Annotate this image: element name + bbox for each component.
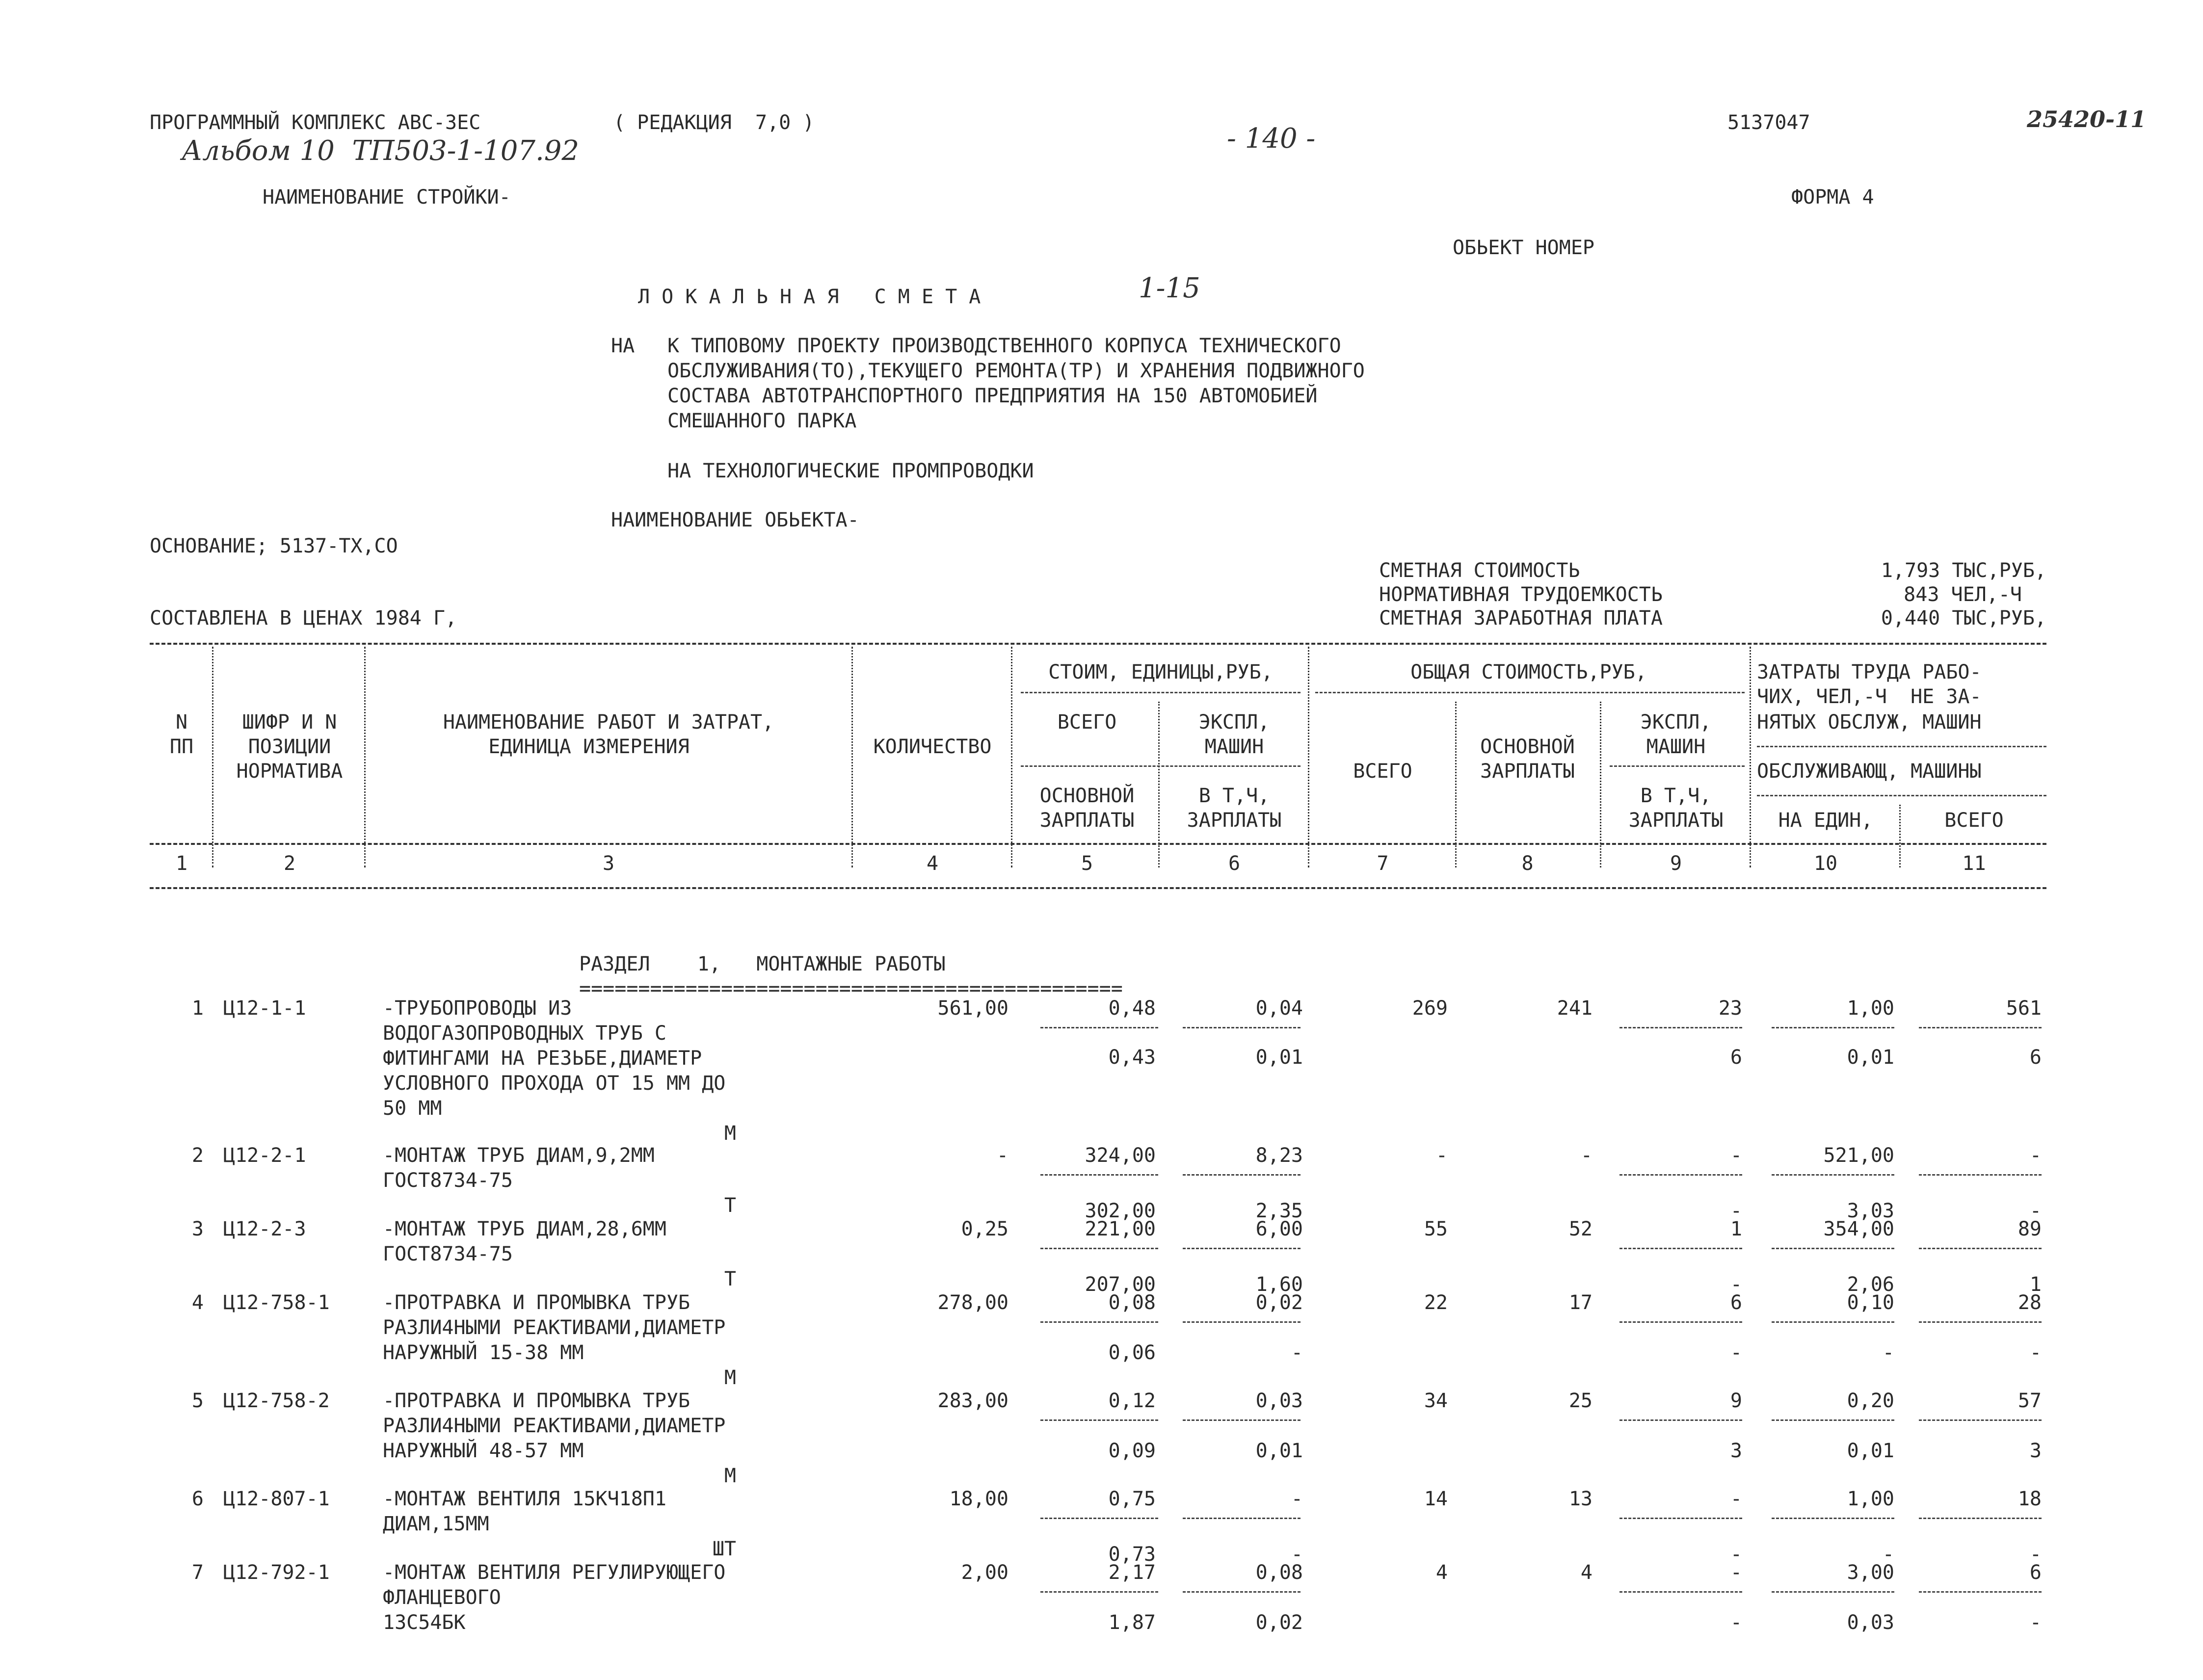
description-line-2: ОБСЛУЖИВАНИЯ(ТО),ТЕКУЩЕГО РЕМОНТА(ТР) И ХРАНЕНИЯ ПОДВИЖНОГО (667, 360, 1365, 382)
row-c10b: 2,06 (1847, 1273, 1894, 1296)
row-name-line: -ТРУБОПРОВОДЫ ИЗ (383, 997, 572, 1020)
col9-header-top-line1: ЭКСПЛ, (1640, 711, 1712, 734)
col3-header-line2: ЕДИНИЦА ИЗМЕРЕНИЯ (488, 735, 690, 758)
col-divider-4 (1011, 647, 1012, 867)
row-separator (1919, 1248, 2042, 1249)
program-name: ПРОГРАММНЫЙ КОМПЛЕКС АВС-3ЕС (150, 111, 481, 134)
row-c11b: - (2029, 1200, 2042, 1222)
row-c5b: 0,06 (1108, 1341, 1156, 1364)
row-name-line: ФЛАНЦЕВОГО (383, 1586, 501, 1609)
row-c5: 221,00 (1085, 1218, 1156, 1240)
col5-header-top: ВСЕГО (1057, 711, 1117, 734)
row-c9b: 6 (1730, 1046, 1742, 1069)
summary-value-cost: 1,793 ТЫС,РУБ, (1881, 559, 2046, 582)
row-separator (1040, 1419, 1158, 1421)
row-c5b: 207,00 (1085, 1273, 1156, 1296)
col9-header-bottom-line1: В Т,Ч, (1640, 785, 1712, 807)
row-number: 2 (191, 1144, 204, 1167)
row-c10b: 0,01 (1847, 1046, 1894, 1069)
row-c9b: - (1730, 1543, 1742, 1566)
col4-header: КОЛИЧЕСТВО (873, 735, 992, 758)
row-c5: 324,00 (1085, 1144, 1156, 1167)
col6-header-bottom-line2: ЗАРПЛАТЫ (1187, 809, 1282, 832)
row-c5: 0,08 (1108, 1291, 1156, 1314)
row-code: Ц12-758-1 (223, 1291, 330, 1314)
row-name-line: РАЗЛИ4НЫМИ РЕАКТИВАМИ,ДИАМЕТР (383, 1316, 726, 1339)
row-separator (1619, 1518, 1742, 1519)
summary-label-wages: СМЕТНАЯ ЗАРАБОТНАЯ ПЛАТА (1379, 607, 1663, 630)
row-separator (1772, 1518, 1894, 1519)
row-name-line: ФИТИНГАМИ НА РЕЗЬБЕ,ДИАМЕТР (383, 1047, 702, 1070)
labor-machines-header: ОБСЛУЖИВАЮЩ, МАШИНЫ (1757, 760, 1982, 783)
row-separator (1619, 1419, 1742, 1421)
row-separator (1040, 1591, 1158, 1593)
row-name-line: 13С54БК (383, 1611, 466, 1634)
row-c11b: 6 (2029, 1046, 2042, 1069)
row-separator (1772, 1174, 1894, 1176)
col-divider-10 (1899, 805, 1901, 867)
row-name-line: ДИАМ,15ММ (383, 1513, 489, 1535)
summary-label-labor: НОРМАТИВНАЯ ТРУДОЕМКОСТЬ (1379, 583, 1663, 606)
col2-header-line3: НОРМАТИВА (236, 760, 343, 783)
row-c11: 561 (2006, 997, 2042, 1020)
row-separator (1772, 1419, 1894, 1421)
row-c11: - (2029, 1144, 2042, 1167)
col-number-8: 8 (1521, 852, 1534, 875)
col-number-5: 5 (1081, 852, 1093, 875)
row-qty: 2,00 (961, 1561, 1009, 1584)
row-c7: 14 (1424, 1488, 1448, 1510)
row-c6: 6,00 (1255, 1218, 1303, 1240)
col-number-6: 6 (1228, 852, 1241, 875)
row-c11: 28 (2017, 1291, 2042, 1314)
row-code: Ц12-1-1 (223, 997, 306, 1020)
row-c6: - (1291, 1488, 1303, 1510)
row-c7: 55 (1424, 1218, 1448, 1240)
row-name-line: ВОДОГАЗОПРОВОДНЫХ ТРУБ С (383, 1022, 666, 1045)
row-name-line: РАЗЛИ4НЫМИ РЕАКТИВАМИ,ДИАМЕТР (383, 1415, 726, 1437)
summary-value-wages: 0,440 ТЫС,РУБ, (1881, 607, 2046, 630)
album-handwritten: Альбом 10 ТП503-1-107.92 (182, 135, 580, 167)
row-separator (1919, 1321, 2042, 1323)
code-handwritten: 25420-11 (2027, 106, 2147, 132)
row-separator (1040, 1518, 1158, 1519)
row-separator (1619, 1174, 1742, 1176)
row-c11: 89 (2017, 1218, 2042, 1240)
row-c9: 6 (1730, 1291, 1742, 1314)
labor-group-header-line1: ЗАТРАТЫ ТРУДА РАБО- (1757, 661, 1982, 683)
document-code: 5137047 (1727, 111, 1810, 134)
row-c9: - (1730, 1488, 1742, 1510)
estimate-number-handwritten: 1-15 (1139, 272, 1200, 304)
row-unit: М (724, 1465, 736, 1487)
row-c9b: - (1730, 1611, 1742, 1634)
row-c9: - (1730, 1561, 1742, 1584)
col-number-9: 9 (1670, 852, 1682, 875)
row-name-line: -ПРОТРАВКА И ПРОМЫВКА ТРУБ (383, 1390, 690, 1412)
col-number-4: 4 (926, 852, 939, 875)
row-c8: - (1580, 1144, 1593, 1167)
col-divider-3 (851, 647, 853, 867)
summary-label-cost: СМЕТНАЯ СТОИМОСТЬ (1379, 559, 1580, 582)
col-divider-2 (364, 647, 366, 867)
row-c11b: - (2029, 1543, 2042, 1566)
row-c8: 13 (1568, 1488, 1593, 1510)
row-c6b: 0,02 (1255, 1611, 1303, 1634)
header-rule-bottom (150, 887, 2046, 889)
row-c5b: 0,73 (1108, 1543, 1156, 1566)
row-number: 5 (191, 1390, 204, 1412)
row-c6: 0,04 (1255, 997, 1303, 1020)
row-c6b: - (1291, 1341, 1303, 1364)
col5-header-bottom-line2: ЗАРПЛАТЫ (1039, 809, 1135, 832)
row-separator (1183, 1174, 1301, 1176)
title-na: НА (611, 335, 635, 357)
row-c7: 4 (1435, 1561, 1448, 1584)
row-separator (1772, 1027, 1894, 1028)
row-unit: ШТ (712, 1538, 736, 1560)
description-line-4: СМЕШАННОГО ПАРКА (667, 410, 857, 432)
row-separator (1183, 1591, 1301, 1593)
col6-header-bottom-line1: В Т,Ч, (1198, 785, 1270, 807)
row-separator (1619, 1321, 1742, 1323)
row-c5b: 1,87 (1108, 1611, 1156, 1634)
price-basis: СОСТАВЛЕНА В ЦЕНАХ 1984 Г, (150, 607, 457, 630)
row-c8: 25 (1568, 1390, 1593, 1412)
row-qty: 0,25 (961, 1218, 1009, 1240)
row-separator (1919, 1174, 2042, 1176)
row-c10b: - (1882, 1341, 1894, 1364)
row-c11b: - (2029, 1611, 2042, 1634)
row-qty: - (996, 1144, 1009, 1167)
row-separator (1040, 1174, 1158, 1176)
col7-header: ВСЕГО (1353, 760, 1412, 783)
row-separator (1619, 1591, 1742, 1593)
row-c7: - (1435, 1144, 1448, 1167)
row-c6: 0,03 (1255, 1390, 1303, 1412)
row-c10: 354,00 (1823, 1218, 1894, 1240)
machines-sub-rule (1610, 765, 1745, 767)
col-number-7: 7 (1377, 852, 1389, 875)
row-c11b: - (2029, 1341, 2042, 1364)
row-c10b: 3,03 (1847, 1200, 1894, 1222)
row-number: 7 (191, 1561, 204, 1584)
row-c7: 22 (1424, 1291, 1448, 1314)
unit-cost-sub-rule (1021, 765, 1301, 767)
col6-header-top-line2: МАШИН (1204, 735, 1264, 758)
labor-group-header-line2: ЧИХ, ЧЕЛ,-Ч НЕ ЗА- (1757, 685, 1982, 708)
col5-header-bottom-line1: ОСНОВНОЙ (1039, 785, 1135, 807)
row-c9b: - (1730, 1341, 1742, 1364)
row-code: Ц12-807-1 (223, 1488, 330, 1510)
row-c5b: 0,43 (1108, 1046, 1156, 1069)
col8-header-line2: ЗАРПЛАТЫ (1480, 760, 1575, 783)
row-c7: 34 (1424, 1390, 1448, 1412)
col-number-11: 11 (1962, 852, 1986, 875)
row-c6: 0,08 (1255, 1561, 1303, 1584)
row-name-line: -ПРОТРАВКА И ПРОМЫВКА ТРУБ (383, 1291, 690, 1314)
row-separator (1040, 1248, 1158, 1249)
row-separator (1619, 1248, 1742, 1249)
row-c9b: - (1730, 1200, 1742, 1222)
col-divider-1 (212, 647, 213, 867)
object-name: НАИМЕНОВАНИЕ ОБЬЕКТА- (611, 509, 859, 531)
row-code: Ц12-792-1 (223, 1561, 330, 1584)
header-rule-top (150, 643, 2046, 645)
row-c8: 17 (1568, 1291, 1593, 1314)
row-number: 3 (191, 1218, 204, 1240)
row-c6b: 2,35 (1255, 1200, 1303, 1222)
row-c11: 18 (2017, 1488, 2042, 1510)
row-c5: 0,48 (1108, 997, 1156, 1020)
col2-header-line2: ПОЗИЦИИ (248, 735, 331, 758)
labor-sub-rule-2 (1757, 795, 2046, 796)
labor-sub-rule-1 (1757, 746, 2046, 747)
col8-header-line1: ОСНОВНОЙ (1480, 735, 1575, 758)
row-c9: 9 (1730, 1390, 1742, 1412)
row-qty: 283,00 (937, 1390, 1009, 1412)
row-name-line: НАРУЖНЫЙ 15-38 ММ (383, 1341, 584, 1364)
row-code: Ц12-2-1 (223, 1144, 306, 1167)
col2-header-line1: ШИФР И N (242, 711, 337, 734)
row-unit: Т (724, 1268, 736, 1290)
row-unit: М (724, 1366, 736, 1389)
row-separator (1619, 1027, 1742, 1028)
row-name-line: 50 ММ (383, 1097, 442, 1120)
row-c9: 23 (1718, 997, 1742, 1020)
edition: ( РЕДАКЦИЯ 7,0 ) (613, 111, 815, 134)
row-name-line: ГОСТ8734-75 (383, 1169, 513, 1192)
total-cost-group-header: ОБЩАЯ СТОИМОСТЬ,РУБ, (1410, 661, 1647, 683)
basis: ОСНОВАНИЕ; 5137-ТХ,СО (150, 535, 398, 557)
row-c11b: 3 (2029, 1440, 2042, 1462)
row-name-line: УСЛОВНОГО ПРОХОДА ОТ 15 ММ ДО (383, 1072, 726, 1095)
col1-header-line2: ПП (169, 735, 194, 758)
col9-header-top-line2: МАШИН (1646, 735, 1706, 758)
row-c5b: 302,00 (1085, 1200, 1156, 1222)
row-qty: 561,00 (937, 997, 1009, 1020)
row-name-line: -МОНТАЖ ТРУБ ДИАМ,28,6ММ (383, 1218, 666, 1240)
object-number: ОБЬЕКТ НОМЕР (1453, 236, 1594, 259)
row-number: 4 (191, 1291, 204, 1314)
row-number: 1 (191, 997, 204, 1020)
row-name-line: -МОНТАЖ ВЕНТИЛЯ РЕГУЛИРУЮЩЕГО (383, 1561, 726, 1584)
row-c10b: 0,03 (1847, 1611, 1894, 1634)
row-name-line: -МОНТАЖ ТРУБ ДИАМ,9,2ММ (383, 1144, 655, 1167)
col11-header: ВСЕГО (1944, 809, 2004, 832)
row-separator (1183, 1027, 1301, 1028)
row-separator (1183, 1419, 1301, 1421)
col-number-1: 1 (175, 852, 188, 875)
row-c9b: - (1730, 1273, 1742, 1296)
row-separator (1772, 1248, 1894, 1249)
row-separator (1183, 1518, 1301, 1519)
construction-name: НАИМЕНОВАНИЕ СТРОЙКИ- (263, 186, 511, 209)
row-separator (1772, 1591, 1894, 1593)
summary-value-labor: 843 ЧЕЛ,-Ч (1904, 583, 2022, 606)
row-c11: 6 (2029, 1561, 2042, 1584)
row-c5b: 0,09 (1108, 1440, 1156, 1462)
row-name-line: ГОСТ8734-75 (383, 1243, 513, 1265)
row-c9: - (1730, 1144, 1742, 1167)
row-qty: 278,00 (937, 1291, 1009, 1314)
col6-header-top-line1: ЭКСПЛ, (1198, 711, 1270, 734)
row-separator (1919, 1591, 2042, 1593)
row-c6b: 1,60 (1255, 1273, 1303, 1296)
row-unit: Т (724, 1194, 736, 1217)
col-number-3: 3 (602, 852, 615, 875)
row-c6b: 0,01 (1255, 1440, 1303, 1462)
row-separator (1919, 1027, 2042, 1028)
row-c5: 0,12 (1108, 1390, 1156, 1412)
row-c10: 0,20 (1847, 1390, 1894, 1412)
row-code: Ц12-2-3 (223, 1218, 306, 1240)
col1-header-line1: N (175, 711, 188, 734)
row-separator (1183, 1321, 1301, 1323)
col9-header-bottom-line2: ЗАРПЛАТЫ (1628, 809, 1724, 832)
row-c11b: 1 (2029, 1273, 2042, 1296)
row-number: 6 (191, 1488, 204, 1510)
labor-group-header-line3: НЯТЫХ ОБСЛУЖ, МАШИН (1757, 711, 1982, 734)
col-divider-6 (1308, 647, 1309, 867)
row-name-line: НАРУЖНЫЙ 48-57 ММ (383, 1440, 584, 1462)
row-c10: 3,00 (1847, 1561, 1894, 1584)
row-c10b: 0,01 (1847, 1440, 1894, 1462)
unit-cost-group-rule (1021, 692, 1301, 693)
row-c6b: - (1291, 1543, 1303, 1566)
row-c6b: 0,01 (1255, 1046, 1303, 1069)
row-unit: М (724, 1122, 736, 1145)
row-c9b: 3 (1730, 1440, 1742, 1462)
row-c7: 269 (1412, 997, 1448, 1020)
col3-header-line1: НАИМЕНОВАНИЕ РАБОТ И ЗАТРАТ, (443, 711, 774, 734)
col-number-2: 2 (283, 852, 296, 875)
row-c10: 1,00 (1847, 1488, 1894, 1510)
row-name-line: -МОНТАЖ ВЕНТИЛЯ 15КЧ18П1 (383, 1488, 666, 1510)
description-line-3: СОСТАВА АВТОТРАНСПОРТНОГО ПРЕДПРИЯТИЯ НА 150 АВТОМОБИЕЙ (667, 385, 1318, 407)
row-code: Ц12-758-2 (223, 1390, 330, 1412)
row-separator (1919, 1518, 2042, 1519)
row-c6: 0,02 (1255, 1291, 1303, 1314)
description-line-1: К ТИПОВОМУ ПРОЕКТУ ПРОИЗВОДСТВЕННОГО КОРПУСА ТЕХНИЧЕСКОГО (667, 335, 1341, 357)
row-c5: 0,75 (1108, 1488, 1156, 1510)
row-c8: 52 (1568, 1218, 1593, 1240)
row-c10: 1,00 (1847, 997, 1894, 1020)
row-c11: 57 (2017, 1390, 2042, 1412)
row-c10: 521,00 (1823, 1144, 1894, 1167)
row-separator (1040, 1321, 1158, 1323)
row-separator (1919, 1419, 2042, 1421)
estimate-subject: НА ТЕХНОЛОГИЧЕСКИЕ ПРОМПРОВОДКИ (667, 460, 1034, 482)
unit-cost-group-header: СТОИМ, ЕДИНИЦЫ,РУБ, (1048, 661, 1273, 683)
row-c5: 2,17 (1108, 1561, 1156, 1584)
row-qty: 18,00 (949, 1488, 1009, 1510)
row-separator (1183, 1248, 1301, 1249)
page-number-handwritten: - 140 - (1227, 123, 1316, 155)
section-title: РАЗДЕЛ 1, МОНТАЖНЫЕ РАБОТЫ (579, 953, 946, 975)
col-divider-9 (1750, 647, 1751, 867)
section-underline: ============================================== (579, 977, 1123, 1000)
row-c10b: - (1882, 1543, 1894, 1566)
row-c6: 8,23 (1255, 1144, 1303, 1167)
row-c10: 0,10 (1847, 1291, 1894, 1314)
doc-title: Л О К А Л Ь Н А Я С М Е Т А (638, 286, 981, 308)
row-separator (1040, 1027, 1158, 1028)
form-label: ФОРМА 4 (1791, 186, 1874, 209)
header-rule-mid (150, 843, 2046, 845)
row-c8: 4 (1580, 1561, 1593, 1584)
col10-header: НА ЕДИН, (1778, 809, 1873, 832)
row-c9: 1 (1730, 1218, 1742, 1240)
total-cost-group-rule (1315, 692, 1745, 693)
row-c8: 241 (1557, 997, 1593, 1020)
col-number-10: 10 (1813, 852, 1838, 875)
row-separator (1772, 1321, 1894, 1323)
